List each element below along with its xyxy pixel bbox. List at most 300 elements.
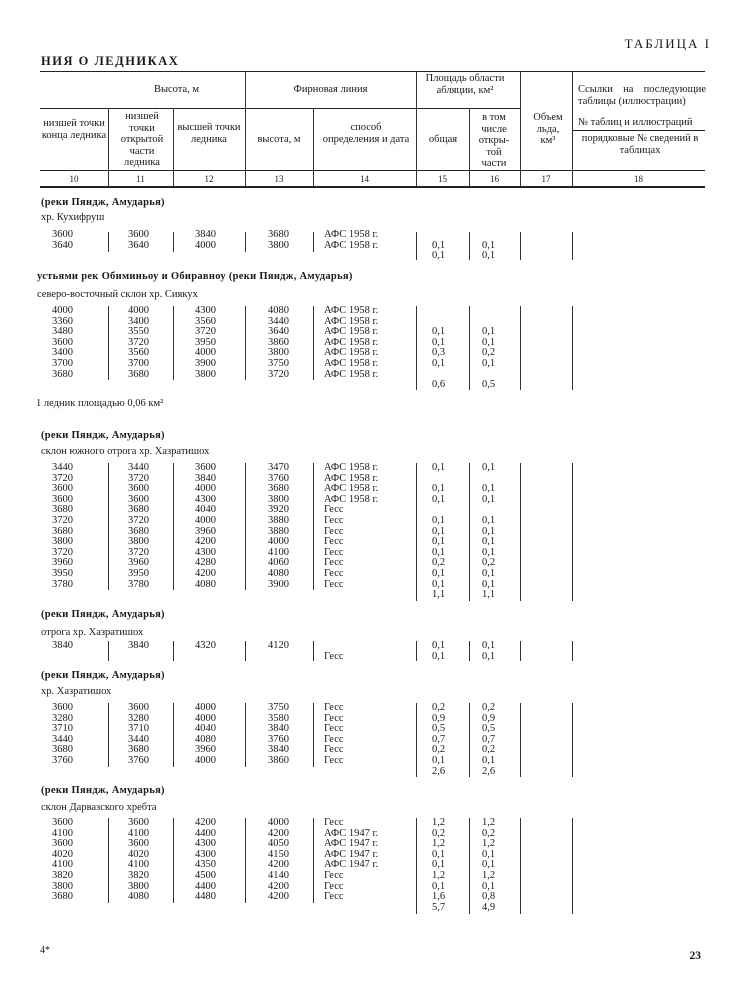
table-cell: 0,5 [482,723,496,735]
table-row [0,516,745,527]
table-cell: 4060 [268,557,289,569]
table-cell: 3440 [268,315,289,327]
body-column-divider [572,818,573,914]
table-row [0,745,745,756]
table-cell: 0,1 [432,578,446,590]
header-refs-group: Ссылки на последующие таблицы (иллюстрации) [578,84,706,107]
table-cell: 3680 [52,744,73,756]
table-cell: 0,1 [432,848,446,860]
table-cell: 3960 [195,744,216,756]
body-column-divider [108,232,109,252]
table-cell: АФС 1958 г. [324,315,379,327]
table-cell: 3880 [268,525,289,537]
section-rows [0,306,745,391]
header-divider [520,71,521,186]
section-rows [0,230,745,262]
table-cell: 3680 [268,483,289,495]
table-cell: Гесс [324,733,344,745]
table-cell: 4300 [195,305,216,316]
table-cell: 0,1 [432,754,446,766]
table-cell: 0,1 [432,239,446,251]
body-column-divider [416,818,417,914]
table-cell: 3700 [128,357,149,369]
header-firn-group: Фирновая линия [293,84,368,95]
header-mid-rule [40,108,520,109]
table-cell: 3960 [52,557,73,569]
table-cell: 3720 [52,546,73,558]
table-cell: 3560 [128,347,149,359]
table-cell: 3480 [52,326,73,338]
table-cell: 4100 [128,827,149,839]
body-column-divider [313,463,314,590]
table-cell: 3840 [52,640,73,651]
table-cell: 0,2 [432,744,446,756]
table-row [0,652,745,663]
table-cell: АФС 1947 г. [324,827,379,839]
body-column-divider [572,306,573,390]
table-cell: Гесс [324,536,344,548]
table-cell: 4100 [52,827,73,839]
table-cell: АФС 1958 г. [324,336,379,348]
table-cell: 0,9 [432,712,446,724]
body-column-divider [416,703,417,777]
table-cell: 3860 [268,336,289,348]
table-cell: 3720 [268,368,289,380]
body-column-divider [469,463,470,601]
table-row [0,537,745,548]
table-row [0,230,745,241]
table-row [0,724,745,735]
table-cell: АФС 1958 г. [324,229,379,240]
body-column-divider [245,703,246,767]
table-cell: 4100 [268,546,289,558]
table-cell: 3760 [128,754,149,766]
table-cell: Гесс [324,754,344,766]
section-subtitle: отрога хр. Хазратишох [41,627,144,638]
table-cell: 3640 [52,239,73,251]
table-cell: 1,2 [482,838,496,850]
table-cell: 3800 [195,368,216,380]
table-row [0,380,745,391]
section-title: (реки Пяндж, Амударья) [41,430,165,441]
table-cell: 4300 [195,546,216,558]
body-column-divider [173,818,174,903]
table-cell: 4100 [128,859,149,871]
body-column-divider [572,463,573,601]
table-cell: 0,2 [482,744,496,756]
table-cell: Гесс [324,817,344,828]
table-cell: 4400 [195,827,216,839]
table-cell: 0,1 [432,326,446,338]
table-cell: 3900 [195,357,216,369]
table-cell: 3900 [268,578,289,590]
table-cell: 3600 [52,229,73,240]
table-cell: 3860 [268,754,289,766]
body-column-divider [173,703,174,767]
table-row [0,818,745,829]
body-column-divider [520,641,521,661]
section-subtitle: северо-восточный склон хр. Сиякух [37,289,198,300]
header-top-rule [40,71,705,72]
table-cell: АФС 1947 г. [324,859,379,871]
header-area-total: общая [428,134,458,145]
table-row [0,641,745,652]
table-cell: 1,6 [432,891,446,903]
table-cell: 4050 [268,838,289,850]
table-row [0,548,745,559]
table-cell: 4020 [128,848,149,860]
column-number: 17 [541,174,551,184]
table-cell: 0,2 [482,702,496,713]
table-cell: 0,3 [432,347,446,359]
table-cell: 3400 [52,347,73,359]
table-cell: АФС 1958 г. [324,483,379,495]
table-cell: 4000 [195,712,216,724]
table-cell: 0,1 [482,493,496,505]
table-cell: 3600 [128,229,149,240]
header-ref-tables: № таблиц и иллюстраций [578,117,693,128]
table-cell: Гесс [324,712,344,724]
table-cell: Гесс [324,744,344,756]
table-cell: 4000 [195,754,216,766]
table-cell: 3960 [128,557,149,569]
table-cell: 3600 [52,702,73,713]
table-cell: Гесс [324,557,344,569]
table-cell: 4150 [268,848,289,860]
section-title: (реки Пяндж, Амударья) [41,609,165,620]
table-cell: 0,1 [432,859,446,871]
column-number: 11 [136,174,145,184]
body-column-divider [469,232,470,260]
table-cell: 4000 [268,536,289,548]
table-cell: 0,1 [482,859,496,871]
table-cell: 4040 [195,723,216,735]
column-number: 16 [490,174,499,184]
table-cell: 0,1 [482,848,496,860]
table-cell: 1,2 [432,838,446,850]
table-cell: 0,9 [482,712,496,724]
table-cell: Гесс [324,514,344,526]
table-cell: 3780 [52,578,73,590]
table-cell: 0,1 [432,880,446,892]
table-cell: 4080 [268,567,289,579]
table-cell: 3680 [52,504,73,516]
body-column-divider [108,641,109,661]
table-cell: 4320 [195,640,216,651]
column-number: 12 [204,174,214,184]
table-cell: 3600 [128,483,149,495]
table-cell: 0,1 [482,357,496,369]
table-cell: 4300 [195,848,216,860]
table-cell: 2,6 [432,765,446,777]
table-cell: 0,1 [432,357,446,369]
column-number: 10 [69,174,79,184]
body-column-divider [313,232,314,252]
header-lowest: низшей точки конца ледника [41,118,107,141]
table-cell: 3760 [52,754,73,766]
section-note: 1 ледник площадью 0,06 км² [36,398,164,409]
body-column-divider [108,818,109,903]
table-cell: 3680 [52,368,73,380]
header-divider [572,71,573,186]
table-cell: 0,1 [482,650,496,662]
table-cell: 3840 [195,472,216,484]
table-cell: 3440 [128,462,149,473]
table-row [0,359,745,370]
table-cell: 0,1 [482,754,496,766]
table-cell: 0,8 [482,891,496,903]
body-column-divider [416,232,417,260]
table-cell: 0,1 [432,493,446,505]
table-row [0,580,745,591]
table-cell: 1,1 [482,589,496,601]
table-cell: 3600 [128,838,149,850]
table-cell: 3440 [128,733,149,745]
table-cell: 3680 [128,368,149,380]
table-cell: 3720 [128,546,149,558]
table-cell: 3800 [128,536,149,548]
table-cell: 1,1 [432,589,446,601]
section-title: (реки Пяндж, Амударья) [41,785,165,796]
table-cell: 4200 [195,817,216,828]
header-firn-height: высота, м [257,134,301,145]
table-cell: 3840 [195,229,216,240]
table-cell: 3800 [52,880,73,892]
table-cell: АФС 1947 г. [324,838,379,850]
table-cell: 4000 [195,514,216,526]
column-number: 15 [438,174,447,184]
table-row [0,251,745,262]
table-cell: Гесс [324,869,344,881]
table-cell: Гесс [324,702,344,713]
table-cell: 4200 [268,880,289,892]
section-title: (реки Пяндж, Амударья) [41,670,165,681]
table-cell: Гесс [324,567,344,579]
table-cell: 0,1 [432,546,446,558]
table-cell: 3600 [52,493,73,505]
table-cell: 0,1 [432,536,446,548]
column-number: 14 [360,174,369,184]
table-cell: 3600 [128,493,149,505]
table-cell: 3600 [195,462,216,473]
body-column-divider [469,306,470,390]
table-cell: АФС 1958 г. [324,326,379,338]
table-cell: 4000 [195,702,216,713]
table-cell: 3600 [52,336,73,348]
body-column-divider [520,703,521,777]
table-cell: 1,2 [432,817,446,828]
table-cell: 4000 [195,347,216,359]
column-number: 18 [634,174,643,184]
table-cell: 3800 [52,536,73,548]
table-cell: 3680 [128,525,149,537]
table-cell: 4140 [268,869,289,881]
table-cell: 1,2 [432,869,446,881]
table-cell: 4200 [268,827,289,839]
body-column-divider [313,818,314,903]
table-cell: Гесс [324,525,344,537]
table-row [0,463,745,474]
table-cell: 3640 [268,326,289,338]
body-column-divider [572,641,573,661]
table-cell: Гесс [324,880,344,892]
table-cell: 3280 [52,712,73,724]
table-row [0,735,745,746]
body-column-divider [173,463,174,590]
table-cell: 3600 [52,838,73,850]
table-row [0,860,745,871]
body-column-divider [313,703,314,767]
table-cell: 3760 [268,472,289,484]
body-column-divider [245,306,246,380]
table-cell: 3950 [195,336,216,348]
table-cell: 0,1 [482,250,496,262]
table-cell: 0,1 [482,880,496,892]
table-cell: 4000 [268,817,289,828]
table-cell: АФС 1958 г. [324,472,379,484]
table-cell: 0,1 [482,536,496,548]
table-cell: 3720 [195,326,216,338]
table-cell: Гесс [324,578,344,590]
table-cell: 0,1 [482,239,496,251]
table-cell: 3580 [268,712,289,724]
section-title: устьями рек Обиминьоу и Обиравноу (реки Пяндж, Амударья) [37,271,353,282]
body-column-divider [245,641,246,661]
table-cell: 3700 [52,357,73,369]
table-cell: 0,1 [482,567,496,579]
table-cell: 3840 [128,640,149,651]
body-column-divider [313,306,314,380]
table-row [0,590,745,601]
table-cell: 0,2 [432,827,446,839]
table-cell: 3800 [268,493,289,505]
table-cell: 3640 [128,239,149,251]
body-column-divider [416,463,417,601]
table-cell: 0,7 [432,733,446,745]
table-cell: 3880 [268,514,289,526]
body-column-divider [245,463,246,590]
table-row [0,892,745,903]
section-title: (реки Пяндж, Амударья) [41,197,165,208]
table-cell: 0,2 [432,702,446,713]
table-cell: 4200 [268,891,289,903]
table-cell: 3710 [128,723,149,735]
table-cell: 3710 [52,723,73,735]
table-cell: 4020 [52,848,73,860]
body-column-divider [469,818,470,914]
body-column-divider [108,306,109,380]
table-cell: 0,2 [482,347,496,359]
table-cell: 4080 [195,733,216,745]
table-cell: 4000 [195,239,216,251]
table-cell: 3820 [128,869,149,881]
table-cell: 3400 [128,315,149,327]
table-cell: 0,7 [482,733,496,745]
table-cell: 3600 [52,817,73,828]
table-cell: 0,1 [482,578,496,590]
table-cell: 4080 [268,305,289,316]
table-cell: 0,1 [482,546,496,558]
table-cell: 0,1 [432,567,446,579]
table-cell: 1,2 [482,869,496,881]
table-row [0,527,745,538]
body-column-divider [572,232,573,260]
table-row [0,306,745,317]
table-cell: 3800 [268,239,289,251]
table-cell: 3600 [52,483,73,495]
table-cell: 3800 [268,347,289,359]
table-row [0,569,745,580]
table-cell: Гесс [324,723,344,735]
table-cell: 4500 [195,869,216,881]
table-cell: 3360 [52,315,73,327]
table-cell: 4300 [195,493,216,505]
header-height-group: Высота, м [153,84,200,95]
table-cell: 3800 [128,880,149,892]
table-cell: 4300 [195,838,216,850]
table-cell: 4080 [195,578,216,590]
table-cell: 4,9 [482,901,496,913]
body-column-divider [245,818,246,903]
table-cell: 0,1 [432,640,446,651]
table-cell: 3920 [268,504,289,516]
body-column-divider [416,641,417,661]
table-cell: 0,1 [432,462,446,473]
table-cell: 3840 [268,723,289,735]
header-ref-items: порядковые № сведений в таблицах [581,133,699,156]
table-cell: 3560 [195,315,216,327]
table-row [0,767,745,778]
header-lowest-open: низшей точки открытой части ледника [120,111,164,168]
table-cell: 2,6 [482,765,496,777]
table-cell: 3720 [128,472,149,484]
body-column-divider [572,703,573,777]
table-cell: 3950 [52,567,73,579]
table-cell: 0,2 [482,827,496,839]
body-column-divider [416,306,417,390]
table-cell: 3680 [52,525,73,537]
table-cell: 0,1 [482,525,496,537]
table-cell: 3680 [268,229,289,240]
table-cell: 0,1 [432,483,446,495]
table-cell: 0,1 [432,650,446,662]
table-cell: 4000 [128,305,149,316]
table-cell: 4280 [195,557,216,569]
header-refs-rule [572,130,705,131]
table-row [0,714,745,725]
table-cell: Гесс [324,546,344,558]
table-cell: 0,1 [482,462,496,473]
table-cell: АФС 1958 г. [324,347,379,359]
body-column-divider [520,818,521,914]
table-cell: 0,5 [432,723,446,735]
table-cell: 3950 [128,567,149,579]
table-row [0,756,745,767]
table-cell: АФС 1958 г. [324,368,379,380]
body-column-divider [245,232,246,252]
table-cell: 0,1 [482,483,496,495]
table-cell: 0,1 [482,336,496,348]
header-bottom-rule [40,186,705,188]
table-cell: 5,7 [432,901,446,913]
table-row [0,241,745,252]
page-heading: НИЯ О ЛЕДНИКАХ [41,54,180,68]
table-cell: 3680 [128,504,149,516]
table-cell: 4000 [195,483,216,495]
section-subtitle: склон Дарвазского хребта [41,802,157,813]
table-cell: 3750 [268,702,289,713]
table-cell: 3720 [128,336,149,348]
